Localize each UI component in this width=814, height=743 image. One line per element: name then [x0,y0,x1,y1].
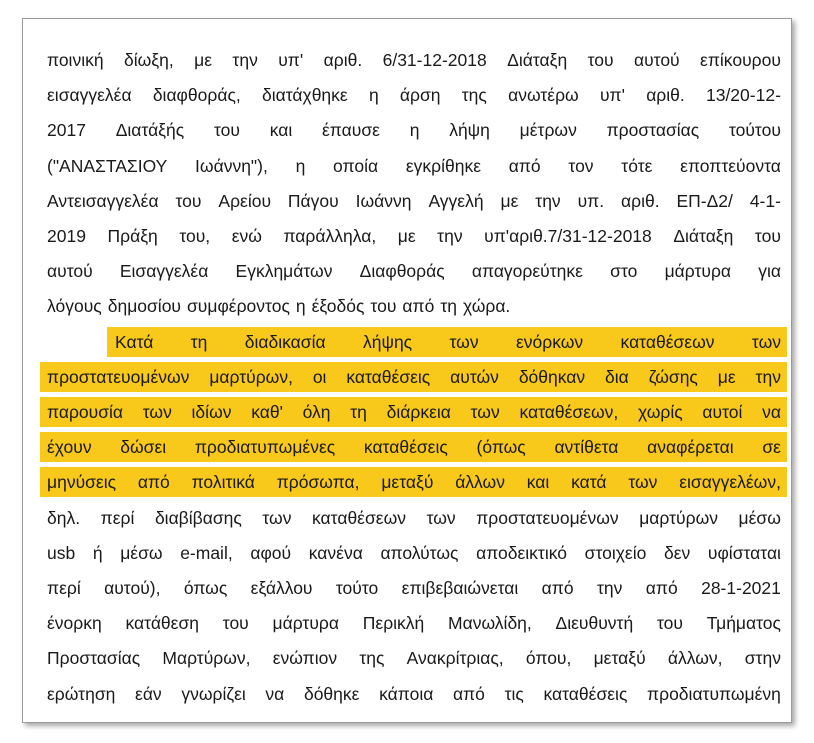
paragraph-1-line [23,113,792,147]
text-line: Αντεισαγγελέα του Αρείου Πάγου Ιωάννη Αγγελή με την υπ. αριθ. ΕΠ-Δ2/ 4-1- [47,190,781,211]
paragraph-1-line [23,219,792,253]
paragraph-2-line [23,571,792,605]
text-line: 2017 Διατάξής του και έπαυσε η λήψη μέτρων προστασίας τούτου [47,120,781,141]
paragraph-1-line [23,254,792,288]
paragraph-2-line [23,395,792,429]
paragraph-2-line [23,606,792,640]
paragraph-2-line [23,465,792,499]
paragraph-2-line [23,501,792,535]
paragraph-1-line [23,149,792,183]
text-line: 2019 Πράξη του, ενώ παράλληλα, με την υπ'αριθ.7/31-12-2018 Διάταξη του [47,226,781,246]
text-line: δηλ. περί διαβίβασης των καταθέσεων των προστατευομένων μαρτύρων μέσω [47,507,781,528]
text-line: μηνύσεις από πολιτικά πρόσωπα, μεταξύ άλλων και κατά των εισαγγελέων, [47,472,781,493]
document-page [22,18,792,723]
text-line: ερώτηση εάν γνωρίζει να δόθηκε κάποια από τις καταθέσεις προδιατυπωμένη [47,683,781,704]
text-line: ("ΑΝΑΣΤΑΣΙΟΥ Ιωάννη"), η οποία εγκρίθηκε από τον τότε εποπτεύοντα [47,155,781,176]
text-line: προστατευομένων μαρτύρων, οι καταθέσεις αυτών δόθηκαν δια ζώσης με την [47,366,781,387]
text-line: ποινική δίωξη, με την υπ' αριθ. 6/31-12-2018 Διάταξη του αυτού επίκουρου [47,50,781,70]
paragraph-1-line [23,78,792,112]
paragraph-2-line [23,536,792,570]
paragraph-1-line [23,184,792,218]
paragraph-1-line [23,289,792,323]
text-line: ένορκη κατάθεση του μάρτυρα Περικλή Μανωλίδη, Διευθυντή του Τμήματος [47,613,781,634]
text-line: Προστασίας Μαρτύρων, ενώπιον της Ανακρίτριας, όπου, μεταξύ άλλων, στην [47,648,781,669]
paragraph-2-line [23,677,792,711]
paragraph-2-line [23,360,792,394]
text-line: περί αυτού), όπως εξάλλου τούτο επιβεβαιώνεται από την από 28-1-2021 [47,578,781,598]
paragraph-1-line [23,43,792,77]
text-line: αυτού Εισαγγελέα Εγκλημάτων Διαφθοράς απαγορεύτηκε στο μάρτυρα για [47,261,781,282]
text-line: έχουν δώσει προδιατυπωμένες καταθέσεις (όπως αντίθετα αναφέρεται σε [47,437,781,458]
text-line: Κατά τη διαδικασία λήψης των ενόρκων καταθέσεων των [115,331,781,352]
text-line: λόγους δημοσίου συμφέροντος η έξοδός του από τη χώρα. [47,296,511,317]
paragraph-2-line [23,325,792,359]
text-line: usb ή μέσω e-mail, αφού κανένα απολύτως αποδεικτικό στοιχείο δεν υφίσταται [47,542,781,563]
paragraph-2-line [23,430,792,464]
text-line: εισαγγελέα διαφθοράς, διατάχθηκε η άρση της ανωτέρω υπ' αριθ. 13/20-12- [47,85,781,106]
paragraph-2-line [23,641,792,675]
text-line: παρουσία των ιδίων καθ' όλη τη διάρκεια των καταθέσεων, χωρίς αυτοί να [47,402,781,422]
